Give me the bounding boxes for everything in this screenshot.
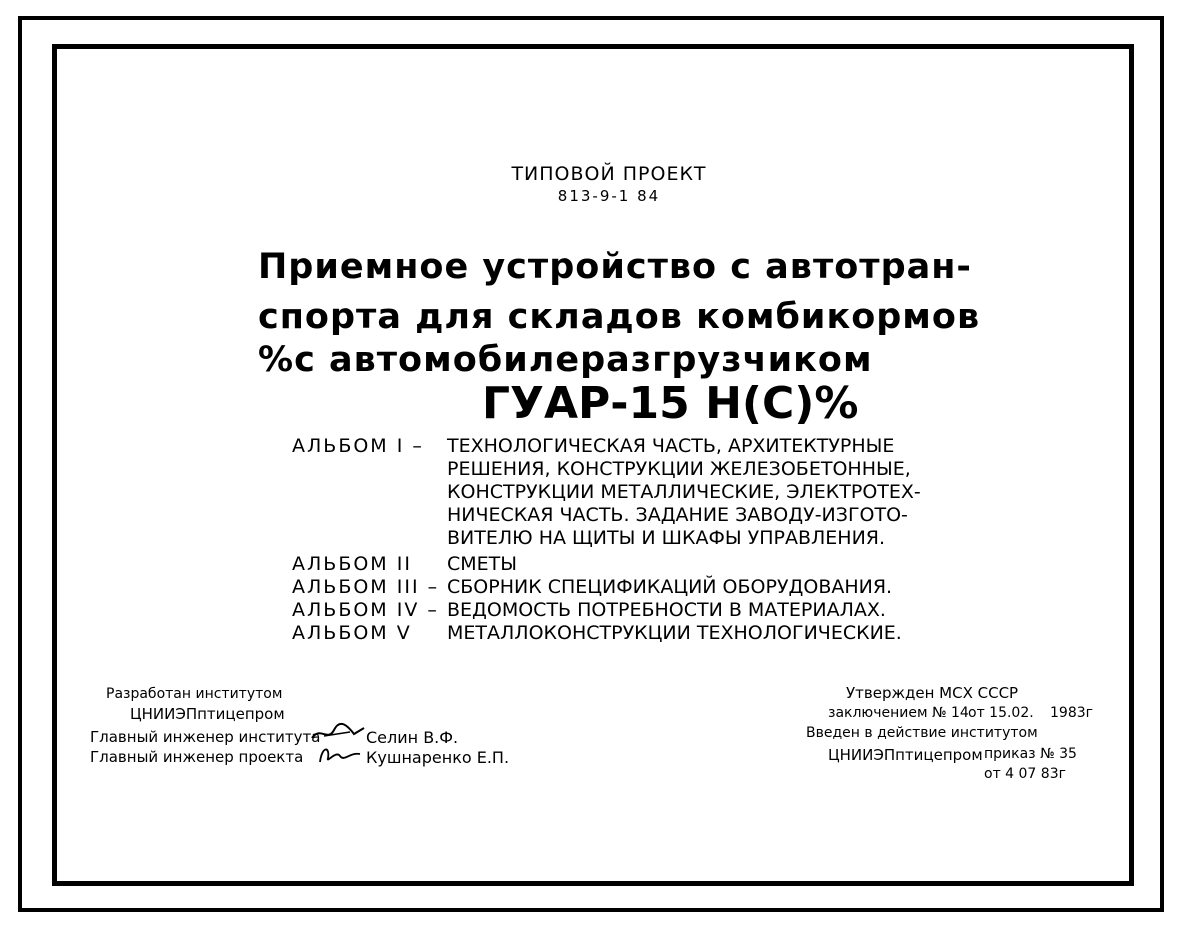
- enacting-institute: ЦНИИЭПптицепром: [828, 746, 983, 764]
- album-text: ВИТЕЛЮ НА ЩИТЫ И ШКАФЫ УПРАВЛЕНИЯ.: [447, 527, 886, 549]
- album-text: КОНСТРУКЦИИ МЕТАЛЛИЧЕСКИЕ, ЭЛЕКТРОТЕХ-: [447, 481, 921, 503]
- conclusion-date: от 15.02.: [968, 705, 1034, 721]
- approved-by: Утвержден МСХ СССР: [846, 684, 1019, 702]
- album-text: ВЕДОМОСТЬ ПОТРЕБНОСТИ В МАТЕРИАЛАХ.: [447, 599, 886, 621]
- order-number: приказ № 35: [984, 746, 1077, 762]
- project-number: 813-9-1 84: [557, 187, 661, 205]
- album-label: АЛЬБОМ I –: [292, 435, 424, 457]
- chief-engineer-institute-label: Главный инженер института: [90, 728, 321, 746]
- title-line-1: Приемное устройство с автотран-: [258, 247, 972, 287]
- album-text: РЕШЕНИЯ, КОНСТРУКЦИИ ЖЕЛЕЗОБЕТОННЫЕ,: [447, 458, 911, 480]
- album-1-cont: [292, 458, 912, 481]
- order-date: от 4 07 83г: [984, 766, 1066, 782]
- album-text: СБОРНИК СПЕЦИФИКАЦИЙ ОБОРУДОВАНИЯ.: [447, 576, 893, 598]
- title-line-3: %с автомобилеразгрузчиком: [258, 340, 873, 380]
- conclusion-year: 1983г: [1050, 705, 1093, 721]
- enacted-by: Введен в действие институтом: [806, 725, 1038, 741]
- developer-institute: ЦНИИЭПптицепром: [130, 705, 285, 723]
- signature-2-icon: [316, 742, 362, 766]
- chief-engineer-institute-name: Селин В.Ф.: [366, 728, 459, 747]
- chief-engineer-project-label: Главный инженер проекта: [90, 748, 304, 766]
- album-text: МЕТАЛЛОКОНСТРУКЦИИ ТЕХНОЛОГИЧЕСКИЕ.: [447, 622, 902, 644]
- album-label: АЛЬБОМ II: [292, 553, 412, 575]
- album-text: НИЧЕСКАЯ ЧАСТЬ. ЗАДАНИЕ ЗАВОДУ-ИЗГОТО-: [447, 504, 908, 526]
- album-label: АЛЬБОМ IV –: [292, 599, 439, 621]
- type-project-heading: ТИПОВОЙ ПРОЕКТ: [511, 163, 707, 185]
- album-text: СМЕТЫ: [447, 553, 518, 575]
- album-list: [292, 435, 921, 645]
- signature-1-icon: [310, 722, 366, 744]
- conclusion-number: заключением № 14: [828, 705, 969, 721]
- album-3: [292, 576, 912, 599]
- album-1-cont: [292, 527, 912, 550]
- album-1-cont: [292, 481, 921, 504]
- album-1: [292, 435, 912, 458]
- developed-by-label: Разработан институтом: [106, 686, 283, 702]
- album-label: АЛЬБОМ III –: [292, 576, 440, 598]
- album-4: [292, 599, 912, 622]
- album-1-cont: [292, 504, 912, 527]
- album-2: [292, 553, 912, 576]
- album-5: [292, 622, 912, 645]
- title-line-4: ГУАР-15 Н(С)%: [482, 378, 859, 429]
- title-line-2: спорта для складов комбикормов: [258, 297, 981, 337]
- chief-engineer-project-name: Кушнаренко Е.П.: [366, 748, 510, 767]
- album-text: ТЕХНОЛОГИЧЕСКАЯ ЧАСТЬ, АРХИТЕКТУРНЫЕ: [447, 435, 895, 457]
- album-label: АЛЬБОМ V: [292, 622, 412, 644]
